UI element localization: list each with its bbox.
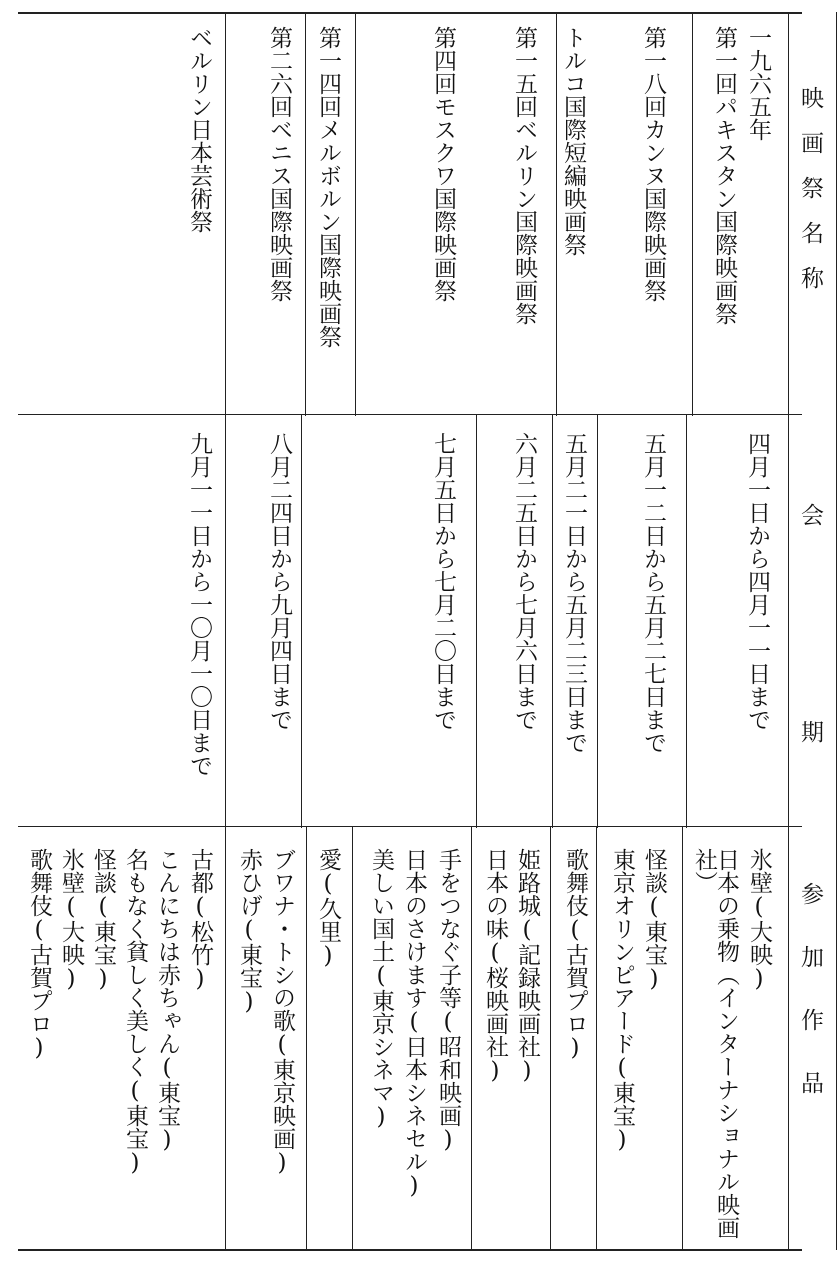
row-divider <box>682 826 683 1250</box>
festival-name: 第一八回カンヌ国際映画祭 <box>640 26 666 302</box>
row-divider <box>552 414 553 828</box>
work-entry: ブワナ・トシの歌(東京映画) <box>269 848 295 1176</box>
work-entry: こんにちは赤ちゃん(東宝) <box>154 848 180 1153</box>
work-entry: 東京オリンピアード(東宝) <box>609 848 635 1153</box>
festival-name: トルコ国際短編映画祭 <box>560 26 586 256</box>
work-entry: 日本の乗物（インターナショナル映画 <box>713 848 739 1239</box>
row-divider <box>305 12 306 416</box>
work-entry: 歌舞伎(古賀プロ) <box>26 848 52 1061</box>
row-divider <box>225 12 226 1250</box>
work-entry: 古都(松竹) <box>187 848 213 992</box>
work-entry: 怪談(東宝) <box>90 848 116 992</box>
header-participating-works: 参加作品 <box>797 882 823 1134</box>
bottom-rule <box>18 1249 802 1251</box>
festival-name: 第一五回ベルリン国際映画祭 <box>511 26 537 325</box>
row-divider <box>471 826 472 1250</box>
year-label: 一九六五年 <box>745 26 771 141</box>
festival-period: 八月二四日から九月四日まで <box>266 432 292 731</box>
work-entry: 社） <box>691 848 717 894</box>
festival-name: 第一回パキスタン国際映画祭 <box>711 26 737 325</box>
row-divider <box>355 12 356 416</box>
header-period-first: 会 <box>797 503 823 526</box>
row-divider <box>597 414 598 828</box>
work-entry: 怪談(東宝) <box>641 848 667 992</box>
work-entry: 歌舞伎(古賀プロ) <box>562 848 588 1061</box>
work-entry: 氷壁(大映) <box>746 848 772 992</box>
section-rule-name-period <box>18 414 802 415</box>
row-divider <box>596 826 597 1250</box>
row-divider <box>692 12 693 416</box>
festival-period: 四月一日から四月一一日まで <box>744 432 770 731</box>
festival-name: ベルリン日本芸術祭 <box>186 26 212 233</box>
work-entry: 美しい国土(東京シネマ) <box>368 848 394 1130</box>
header-separator <box>788 12 789 1250</box>
right-border <box>836 12 837 1250</box>
section-rule-period-works <box>18 826 802 827</box>
row-divider <box>556 12 557 416</box>
row-divider <box>550 826 551 1250</box>
festival-period: 五月二一日から五月二三日まで <box>561 432 587 754</box>
festival-name: 第一四回メルボルン国際映画祭 <box>315 26 341 348</box>
festival-period: 七月五日から七月二〇日まで <box>430 432 456 731</box>
header-festival-name: 映画祭名称 <box>797 86 823 311</box>
work-entry: 愛(久里) <box>315 848 341 969</box>
work-entry: 姫路城(記録映画社) <box>514 848 540 1084</box>
row-divider <box>352 826 353 1250</box>
work-entry: 日本の味(桜映画社) <box>482 848 508 1084</box>
festival-name: 第四回モスクワ国際映画祭 <box>430 26 456 302</box>
header-period-second: 期 <box>797 720 823 743</box>
row-divider <box>301 414 302 828</box>
festival-name: 第二六回ベニス国際映画祭 <box>266 26 292 302</box>
row-divider <box>686 414 687 828</box>
work-entry: 手をつなぐ子等(昭和映画) <box>435 848 461 1153</box>
work-entry: 氷壁(大映) <box>58 848 84 992</box>
festival-period: 五月一二日から五月二七日まで <box>640 432 666 754</box>
row-divider <box>476 414 477 828</box>
top-rule <box>18 12 802 14</box>
row-divider <box>306 826 307 1250</box>
work-entry: 赤ひげ(東宝) <box>236 848 262 1015</box>
work-entry: 名もなく貧しく美しく(東宝) <box>122 848 148 1176</box>
festival-period: 六月二五日から七月六日まで <box>511 432 537 731</box>
festival-period: 九月一一日から一〇月一〇日まで <box>186 432 212 777</box>
work-entry: 日本のさけます(日本シネセル) <box>401 848 427 1199</box>
